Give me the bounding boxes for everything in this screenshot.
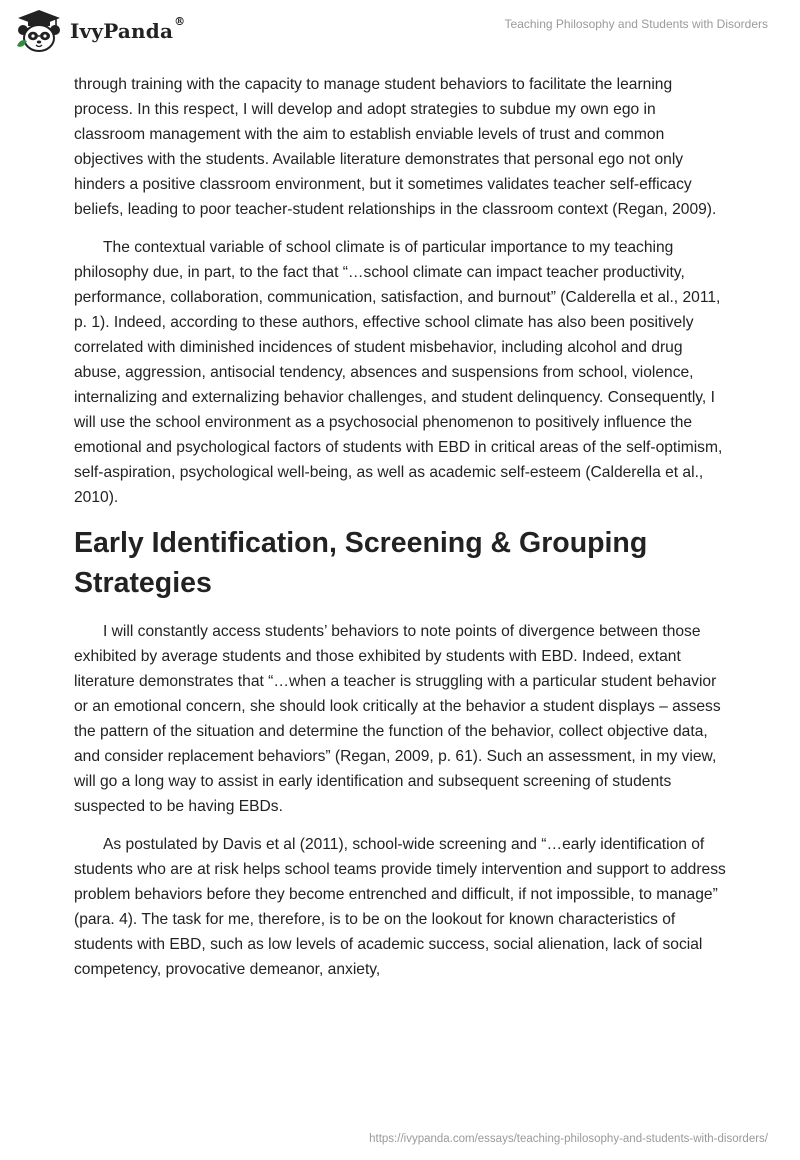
paragraph-4: As postulated by Davis et al (2011), school-wide screening and “…early identification of students who are at risk helps school teams provide timely intervention and support to address problem behaviors before they become entrenched and difficult, if not impossible, to manage” (para. 4). The task for me, therefore, is to be on the lookout for known characteristics of students with EBD, such as low levels of academic success, social alienation, lack of social competency, provocative demeanor, anxiety, <box>74 836 726 978</box>
paragraph-3: I will constantly access students’ behaviors to note points of divergence between those exhibited by average students and those exhibited by students with EBD. Indeed, extant literature demonstrates that “…when a teacher is struggling with a particular student behavior or an emotional concern, she should look critically at the behavior a student displays – assess the pattern of the situation and determine the function of the behavior, collect objective data, and consider replacement behaviors” (Regan, 2009, p. 61). Such an assessment, in my view, will go a long way to assist in early identification and subsequent screening of students suspected to be having EBDs. <box>74 623 721 815</box>
document-title: Teaching Philosophy and Students with Disorders <box>504 17 768 31</box>
panda-graduate-icon <box>14 8 64 54</box>
source-url[interactable]: https://ivypanda.com/essays/teaching-philosophy-and-students-with-disorders/ <box>369 1133 768 1145</box>
logo-text: IvyPanda <box>70 19 174 43</box>
essay-body <box>74 72 726 995</box>
registered-mark: ® <box>174 15 186 28</box>
paragraph-2: The contextual variable of school climate is of particular importance to my teaching philosophy due, in part, to the fact that “…school climate can impact teacher productivity, performance, collaboration, communication, satisfaction, and burnout” (Calderella et al., 2011, p. 1). Indeed, according to these authors, effective school climate has also been positively correlated with diminished incidences of student misbehavior, including alcohol and drug abuse, aggression, antisocial tendency, absences and suspensions from school, violence, internalizing and externalizing behavior challenges, and student delinquency. Consequently, I will use the school environment as a psychosocial phenomenon to positively influence the emotional and psychological factors of students with EBD in critical areas of the self-optimism, self-aspiration, psychological well-being, as well as academic self-esteem (Calderella et al., 2010). <box>74 239 723 506</box>
ivypanda-logo[interactable] <box>14 8 185 54</box>
section-heading: Early Identification, Screening & Grouping Strategies <box>74 527 648 599</box>
paragraph-1: through training with the capacity to manage student behaviors to facilitate the learning process. In this respect, I will develop and adopt strategies to subdue my own ego in classroom management with the aim to establish enviable levels of trust and common objectives with the students. Available literature demonstrates that personal ego not only hinders a positive classroom environment, but it sometimes validates teacher self-efficacy beliefs, leading to poor teacher-student relationships in the classroom context (Regan, 2009). <box>74 76 717 218</box>
page-header <box>0 0 800 70</box>
